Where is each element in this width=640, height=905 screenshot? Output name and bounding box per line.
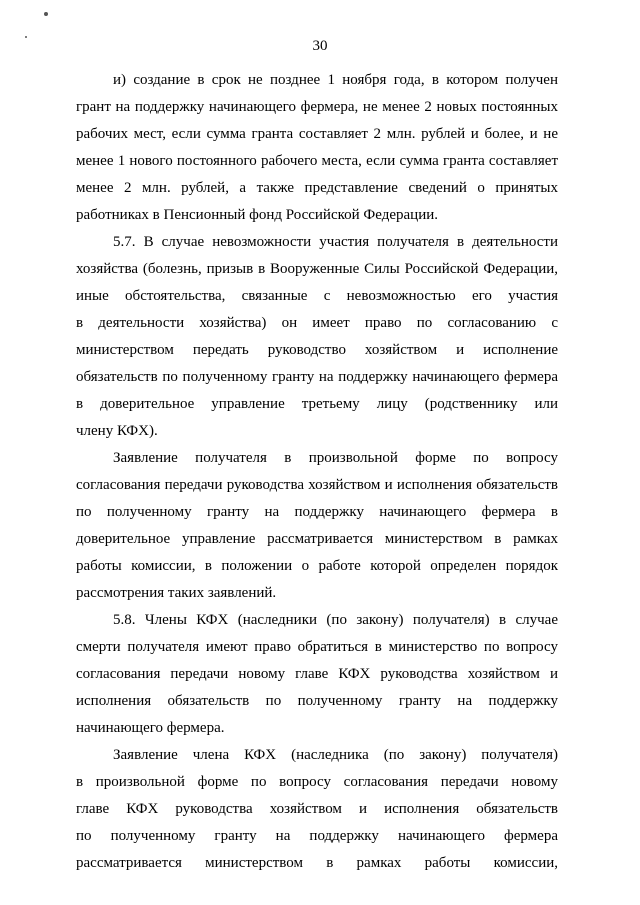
text-line: работы комиссии, в положении о работе которой определен порядок	[76, 558, 558, 574]
text-line: менее 2 млн. рублей, а также представление сведений о принятых	[76, 180, 558, 196]
scan-mark	[44, 12, 48, 16]
text-line: согласования передачи новому главе КФХ руководства хозяйством и	[76, 666, 558, 682]
text-line: в деятельности хозяйства) он имеет право по согласованию с	[76, 315, 558, 331]
text-line: рассматривается министерством в рамках работы комиссии,	[76, 855, 558, 871]
text-line: Заявление получателя в произвольной форме по вопросу	[113, 450, 558, 466]
text-line: хозяйства (болезнь, призыв в Вооруженные Силы Российской Федерации,	[76, 261, 558, 277]
text-line: по полученному гранту на поддержку начинающего фермера в	[76, 504, 558, 520]
text-line: начинающего фермера.	[76, 720, 225, 736]
text-line: рабочих мест, если сумма гранта составляет 2 млн. рублей и более, и не	[76, 126, 558, 142]
text-line: и) создание в срок не позднее 1 ноября года, в котором получен	[113, 72, 558, 88]
text-line: члену КФХ).	[76, 423, 158, 439]
text-line: согласования передачи руководства хозяйством и исполнения обязательств	[76, 477, 558, 493]
text-line: в доверительное управление третьему лицу (родственнику или	[76, 396, 558, 412]
text-line: исполнения обязательств по полученному гранту на поддержку	[76, 693, 558, 709]
text-line: обязательств по полученному гранту на поддержку начинающего фермера	[76, 369, 558, 385]
text-line: менее 1 нового постоянного рабочего места, если сумма гранта составляет	[76, 153, 558, 169]
text-line: смерти получателя имеют право обратиться в министерство по вопросу	[76, 639, 558, 655]
text-line: 5.8. Члены КФХ (наследники (по закону) получателя) в случае	[113, 612, 558, 628]
text-line: в произвольной форме по вопросу согласования передачи новому	[76, 774, 558, 790]
text-line: по полученному гранту на поддержку начинающего фермера	[76, 828, 558, 844]
text-line: Заявление члена КФХ (наследника (по закону) получателя)	[113, 747, 558, 763]
text-line: работниках в Пенсионный фонд Российской Федерации.	[76, 207, 439, 223]
text-line: иные обстоятельства, связанные с невозможностью его участия	[76, 288, 558, 304]
text-line: рассмотрения таких заявлений.	[76, 585, 277, 601]
text-line: министерством передать руководство хозяйством и исполнение	[76, 342, 558, 358]
text-line: главе КФХ руководства хозяйством и исполнения обязательств	[76, 801, 558, 817]
page-number: 30	[312, 38, 328, 54]
text-line: грант на поддержку начинающего фермера, не менее 2 новых постоянных	[76, 99, 558, 115]
text-line: доверительное управление рассматривается министерством в рамках	[76, 531, 558, 547]
text-line: 5.7. В случае невозможности участия получателя в деятельности	[113, 234, 558, 250]
